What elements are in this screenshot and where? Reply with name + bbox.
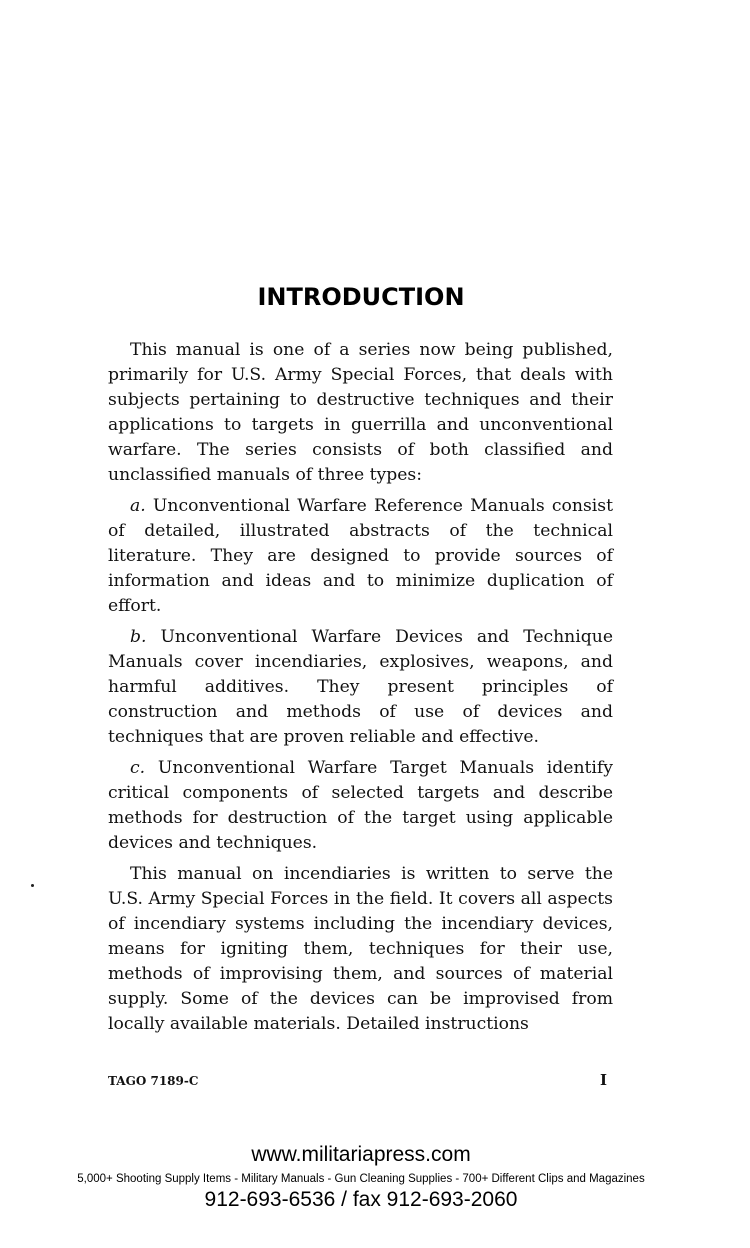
paragraph-lead: a. (130, 496, 146, 516)
paragraph-lead: b. (130, 627, 147, 647)
page-number: I (600, 1071, 608, 1089)
publisher-phone: 912-693-6536 / fax 912-693-2060 (204, 1188, 518, 1211)
paragraph-text: Unconventional Warfare Target Manuals identify critical components of selected targets and describe methods for destruction of the target using applicable devices and techniques. (108, 758, 613, 853)
paragraph-text: This manual is one of a series now being published, primarily for U.S. Army Special Forces, that deals with subjects pertaining to destructive techniques and their applications to targets in guerrilla and unconventional warfare. The series consists of both classified and unclassified manuals of three types: (108, 340, 613, 485)
document-code: TAGO 7189-C (108, 1074, 199, 1088)
paragraph-item-b (108, 625, 613, 750)
page-title: INTRODUCTION (257, 283, 465, 311)
scan-speck (31, 884, 34, 887)
paragraph-incendiaries (108, 862, 613, 1037)
body-text (108, 338, 613, 1037)
paragraph-lead: c. (130, 758, 146, 778)
paragraph-intro (108, 338, 613, 488)
paragraph-text: Unconventional Warfare Devices and Technique Manuals cover incendiaries, explosives, weapons, and harmful additives. They present principles of construction and methods of use of devices and techniques that are proven reliable and effective. (108, 627, 613, 747)
publisher-url[interactable]: www.militariapress.com (251, 1143, 471, 1166)
paragraph-text: Unconventional Warfare Reference Manuals consist of detailed, illustrated abstracts of the technical literature. They are designed to provide sources of information and ideas and to minimize duplication of effort. (108, 496, 613, 616)
paragraph-item-a (108, 494, 613, 619)
paragraph-text: This manual on incendiaries is written to serve the U.S. Army Special Forces in the field. It covers all aspects of incendiary systems including the incendiary devices, means for igniting them, techniques for their use, methods of improvising them, and sources of material supply. Some of the devices can be improvised from locally available materials. Detailed instructions (108, 864, 613, 1034)
publisher-tagline: 5,000+ Shooting Supply Items - Military Manuals - Gun Cleaning Supplies - 700+ Different Clips and Magazines (77, 1173, 645, 1185)
paragraph-item-c (108, 756, 613, 856)
